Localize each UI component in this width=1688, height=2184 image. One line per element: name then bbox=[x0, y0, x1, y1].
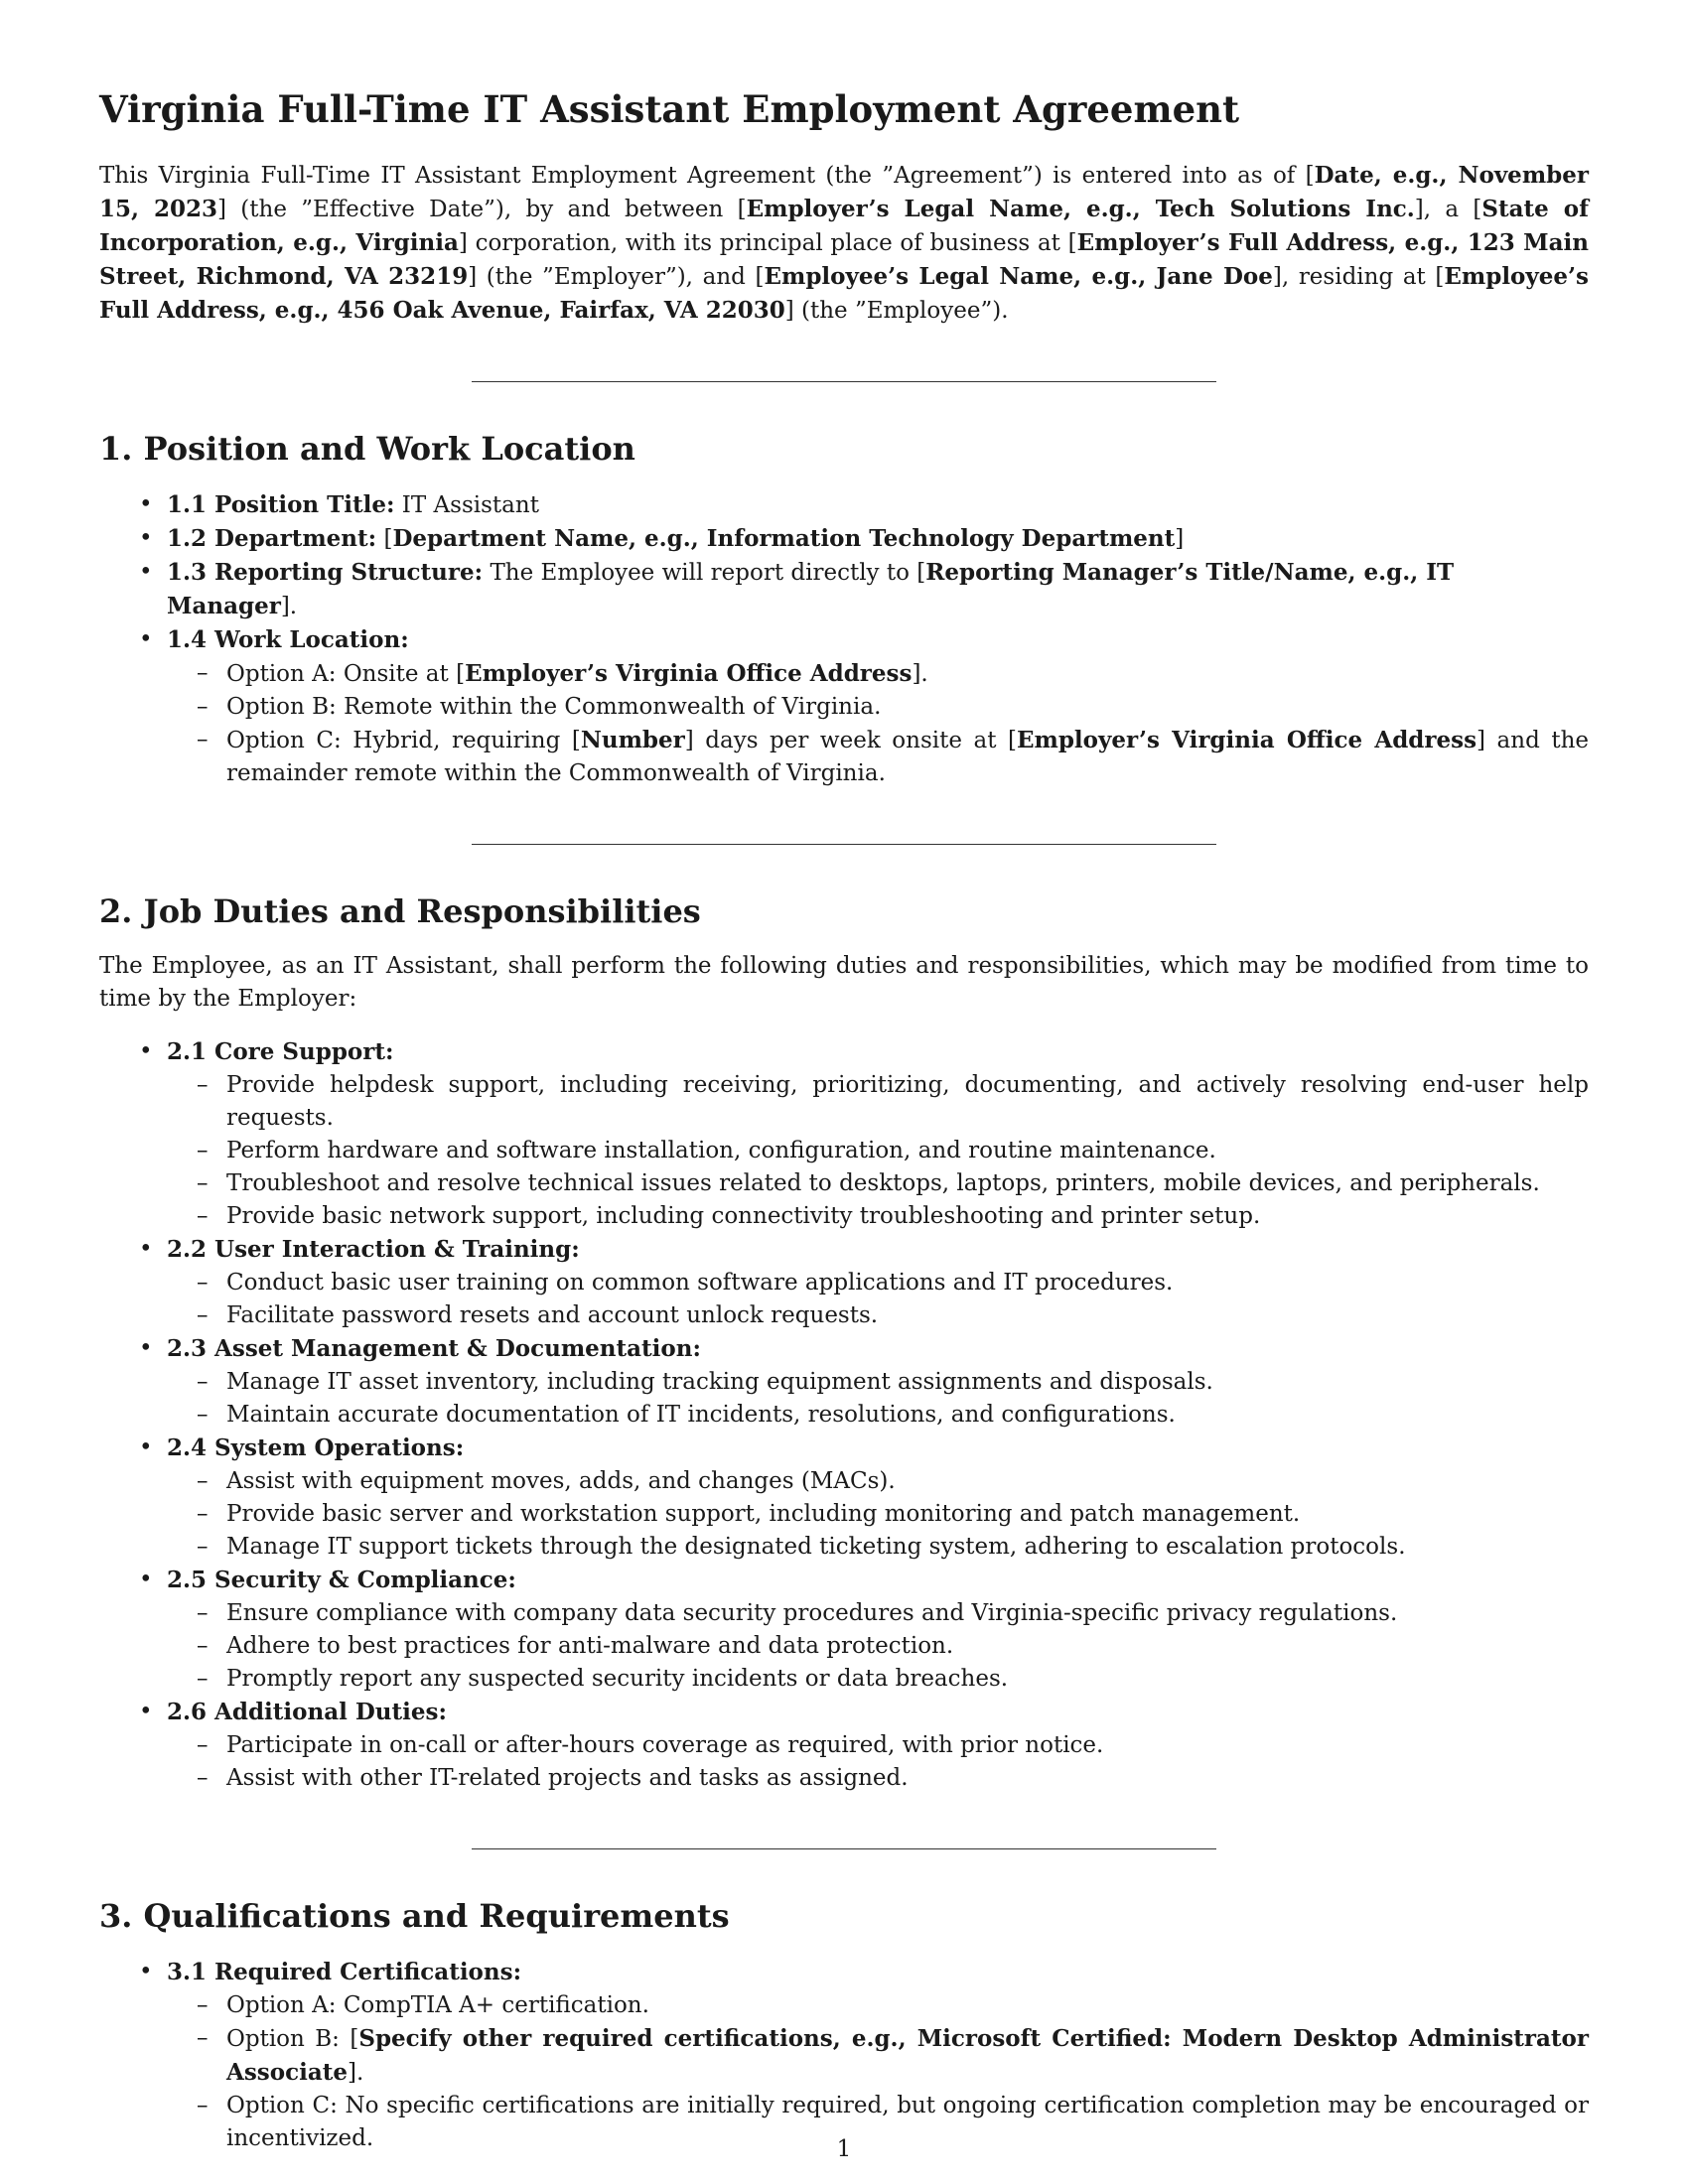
intro-paragraph: This Virginia Full-Time IT Assistant Employment Agreement (the ”Agreement”) is entered into as of [Date, e.g., November 15, 2023] (the ”Effective Date”), by and between [Employer’s Legal Name, e.g., Tech Solutions Inc.], a [State of Incorporation, e.g., Virginia] corporation, with its principal place of business at [Employer’s Full Address, e.g., 123 Main Street, Richmond, VA 23219] (the ”Employer”), and [Employee’s Legal Name, e.g., Jane Doe], residing at [Employee’s Full Address, e.g., 456 Oak Avenue, Fairfax, VA 22030] (the ”Employee”). bbox=[99, 162, 1589, 325]
sub-list-item: – Facilitate password resets and account unlock requests. bbox=[226, 1299, 1589, 1332]
placeholder-employee-address: Employee’s Full Address, e.g., 456 Oak Avenue, Fairfax, VA 22030 bbox=[99, 263, 1589, 325]
list-item: • 2.1 Core Support: – Provide helpdesk support, including receiving, prioritizing, documenting, and actively resolving end-user help requests. – Perform hardware and software installation, configuration, and routine maintenance. – Troubleshoot and resolve technical issues related to desktops, laptops, printers, mobile devices, and peripherals. – Provide basic network support, including connectivity troubleshooting and printer setup. bbox=[167, 1035, 1589, 1233]
sub-list-item: – Perform hardware and software installation, configuration, and routine maintenance. bbox=[226, 1135, 1589, 1167]
sub-list bbox=[167, 1069, 1589, 1233]
sub-list bbox=[167, 1597, 1589, 1696]
placeholder-employer-address: Employer’s Full Address, e.g., 123 Main Street, Richmond, VA 23219 bbox=[99, 229, 1589, 291]
sub-list-item: – Conduct basic user training on common software applications and IT procedures. bbox=[226, 1267, 1589, 1299]
sub-list-item: – Participate in on-call or after-hours coverage as required, with prior notice. bbox=[226, 1729, 1589, 1762]
list-item: • 2.6 Additional Duties: – Participate in on-call or after-hours coverage as required, with prior notice. – Assist with other IT-related projects and tasks as assigned. bbox=[167, 1696, 1589, 1795]
sub-list-item: – Manage IT asset inventory, including tracking equipment assignments and disposals. bbox=[226, 1366, 1589, 1399]
section-divider bbox=[472, 844, 1216, 845]
section-2-lead: The Employee, as an IT Assistant, shall perform the following duties and responsibilities, which may be modified from time to time by the Employer: bbox=[99, 953, 1589, 1013]
sub-list-item: – Option C: Hybrid, requiring [Number] days per week onsite at [Employer’s Virginia Office Address] and the remainder remote within the Commonwealth of Virginia. bbox=[226, 724, 1589, 790]
section-heading-3: 3. Qualifications and Requirements bbox=[99, 1897, 730, 1936]
list-item: • 1.4 Work Location: – Option A: Onsite at [Employer’s Virginia Office Address]. – Option B: Remote within the Commonwealth of Virginia. – Option C: Hybrid, requiring [Number] days per week onsite at [Employer’s Virginia Office Address] and the remainder remote within the Commonwealth of Virginia. bbox=[167, 623, 1589, 790]
page-number: 1 bbox=[836, 2136, 852, 2162]
sub-list-item: – Option C: No specific certifications are initially required, but ongoing certification completion may be encouraged or incentivized. bbox=[226, 2090, 1589, 2155]
section-divider bbox=[472, 381, 1216, 382]
sub-list-item: – Ensure compliance with company data security procedures and Virginia-specific privacy regulations. bbox=[226, 1597, 1589, 1630]
list-item: • 1.1 Position Title: IT Assistant bbox=[167, 488, 1589, 522]
sub-list-item: – Option B: [Specify other required certifications, e.g., Microsoft Certified: Modern Desktop Administrator Associate]. bbox=[226, 2022, 1589, 2090]
sub-list bbox=[167, 1729, 1589, 1795]
document-title: Virginia Full-Time IT Assistant Employment Agreement bbox=[99, 87, 1240, 131]
sub-list-item: – Troubleshoot and resolve technical issues related to desktops, laptops, printers, mobile devices, and peripherals. bbox=[226, 1167, 1589, 1200]
placeholder-employee-name: Employee’s Legal Name, e.g., Jane Doe bbox=[764, 263, 1273, 291]
sub-list-item: – Maintain accurate documentation of IT incidents, resolutions, and configurations. bbox=[226, 1399, 1589, 1432]
sub-list-item: – Provide basic server and workstation support, including monitoring and patch management. bbox=[226, 1498, 1589, 1531]
sub-list bbox=[167, 1267, 1589, 1332]
sub-list-item: – Option A: CompTIA A+ certification. bbox=[226, 1989, 1589, 2022]
sub-list-item: – Promptly report any suspected security incidents or data breaches. bbox=[226, 1663, 1589, 1696]
sub-list-item: – Provide helpdesk support, including receiving, prioritizing, documenting, and actively resolving end-user help requests. bbox=[226, 1069, 1589, 1135]
sub-list bbox=[167, 1465, 1589, 1564]
section-3-list bbox=[99, 1956, 1589, 2155]
section-1-list bbox=[99, 488, 1589, 790]
work-location-options bbox=[167, 657, 1589, 790]
section-divider bbox=[472, 1848, 1216, 1849]
list-item: • 2.5 Security & Compliance: – Ensure compliance with company data security procedures and Virginia-specific privacy regulations. – Adhere to best practices for anti-malware and data protection. – Promptly report any suspected security incidents or data breaches. bbox=[167, 1564, 1589, 1696]
sub-list-item: – Assist with other IT-related projects and tasks as assigned. bbox=[226, 1762, 1589, 1795]
sub-list-item: – Assist with equipment moves, adds, and changes (MACs). bbox=[226, 1465, 1589, 1498]
list-item: • 2.3 Asset Management & Documentation: – Manage IT asset inventory, including tracking equipment assignments and disposals. – Maintain accurate documentation of IT incidents, resolutions, and configurations. bbox=[167, 1332, 1589, 1432]
sub-list-item: – Adhere to best practices for anti-malware and data protection. bbox=[226, 1630, 1589, 1663]
placeholder-date: Date, e.g., November 15, 2023 bbox=[99, 162, 1589, 223]
sub-list-item: – Option B: Remote within the Commonwealth of Virginia. bbox=[226, 691, 1589, 724]
section-heading-1: 1. Position and Work Location bbox=[99, 430, 635, 469]
list-item: • 1.3 Reporting Structure: The Employee will report directly to [Reporting Manager’s Title/Name, e.g., IT Manager]. bbox=[167, 556, 1589, 623]
list-item: • 3.1 Required Certifications: – Option A: CompTIA A+ certification. – Option B: [Specify other required certifications, e.g., Microsoft Certified: Modern Desktop Administrator Associate]. – Option C: No specific certifications are initially required, but ongoing certification completion may be encouraged or incentivized. bbox=[167, 1956, 1589, 2155]
placeholder-state: State of Incorporation, e.g., Virginia bbox=[99, 196, 1589, 257]
list-item: • 2.4 System Operations: – Assist with equipment moves, adds, and changes (MACs). – Provide basic server and workstation support, including monitoring and patch management. – Manage IT support tickets through the designated ticketing system, adhering to escalation protocols. bbox=[167, 1432, 1589, 1564]
section-2-list bbox=[99, 1035, 1589, 1795]
list-item: • 1.2 Department: [Department Name, e.g., Information Technology Department] bbox=[167, 522, 1589, 556]
sub-list bbox=[167, 1366, 1589, 1432]
sub-list-item: – Manage IT support tickets through the designated ticketing system, adhering to escalation protocols. bbox=[226, 1531, 1589, 1564]
certification-options bbox=[167, 1989, 1589, 2155]
section-heading-2: 2. Job Duties and Responsibilities bbox=[99, 891, 701, 930]
sub-list-item: – Option A: Onsite at [Employer’s Virginia Office Address]. bbox=[226, 657, 1589, 691]
sub-list-item: – Provide basic network support, including connectivity troubleshooting and printer setup. bbox=[226, 1200, 1589, 1233]
placeholder-employer-name: Employer’s Legal Name, e.g., Tech Solutions Inc. bbox=[746, 196, 1415, 223]
list-item: • 2.2 User Interaction & Training: – Conduct basic user training on common software applications and IT procedures. – Facilitate password resets and account unlock requests. bbox=[167, 1233, 1589, 1332]
